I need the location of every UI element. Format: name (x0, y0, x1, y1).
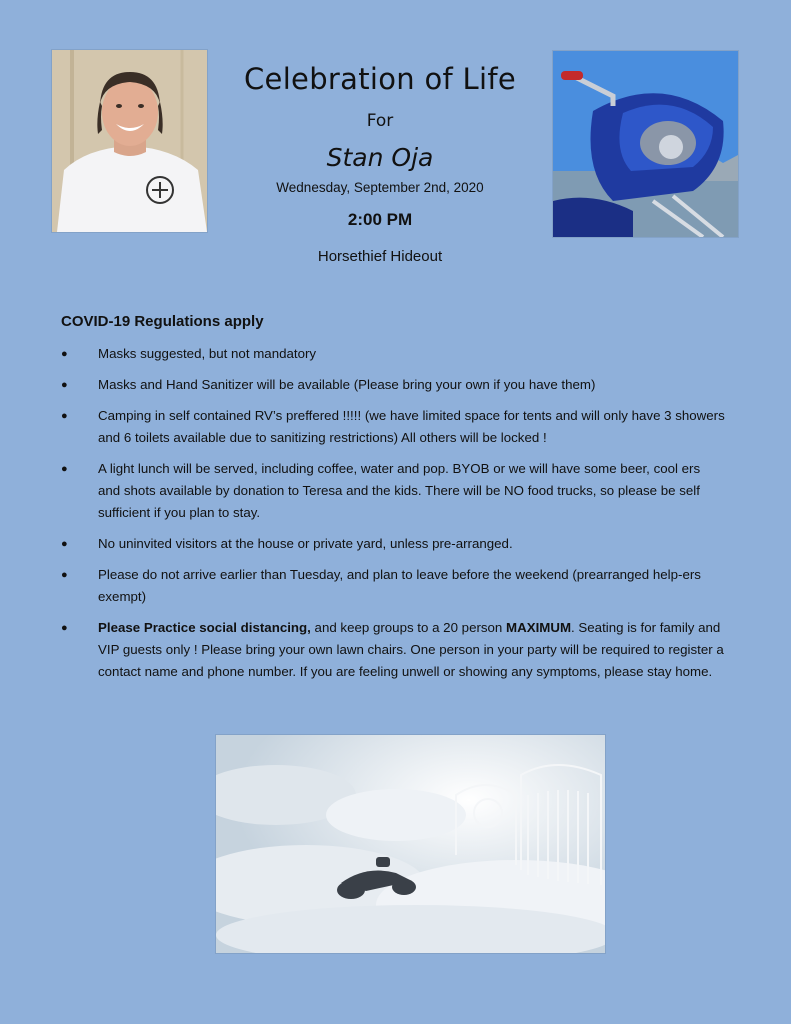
list-item (61, 374, 725, 396)
honoree-name: Stan Oja (326, 143, 434, 172)
bullet-icon: ● (61, 348, 68, 360)
list-item-text: Please do not arrive earlier than Tuesday, and plan to leave before the weekend (prearranged help-ers exempt) (98, 567, 701, 604)
event-time: 2:00 PM (347, 210, 413, 229)
for-label: For (366, 111, 394, 131)
maximum-emphasis: MAXIMUM (506, 620, 572, 635)
list-item-text: No uninvited visitors at the house or private yard, unless pre-arranged. (98, 536, 513, 551)
list-item-text: . Seating is for family and VIP guests only ! Please bring your own lawn chairs. One person in your party will be required to register a contact name and phone number. If you are feeling unwell or showing any symptoms, please stay home. (98, 620, 724, 679)
list-item (61, 458, 725, 524)
bullet-icon: ● (61, 538, 68, 550)
event-date: Wednesday, September 2nd, 2020 (276, 180, 484, 195)
portrait-photo (52, 50, 207, 232)
regulations-list (61, 343, 725, 692)
event-venue: Horsethief Hideout (317, 248, 443, 265)
motorcycle-photo (553, 51, 738, 237)
portrait-illustration (52, 50, 207, 232)
list-item-text: Camping in self contained RV’s preffered !!!!! (we have limited space for tents and will only have 3 showers and 6 toilets available due to sanitizing restrictions) All others will be locked ! (98, 408, 725, 445)
list-item-text: Masks suggested, but not mandatory (98, 346, 317, 361)
list-item-text: Masks and Hand Sanitizer will be available (Please bring your own if you have them) (98, 377, 596, 392)
list-item (61, 405, 725, 449)
list-item-text: A light lunch will be served, including coffee, water and pop. BYOB or we will have some beer, cool ers and shots available by donation to Teresa and the kids. There will be NO food trucks, so please be self sufficient if you plan to stay. (98, 461, 701, 520)
bullet-icon: ● (61, 463, 68, 475)
social-distancing-emphasis: Please Practice social distancing, (98, 620, 311, 635)
heaven-gates-illustration (216, 735, 605, 953)
heaven-gates-photo (216, 735, 605, 953)
motorcycle-illustration (553, 51, 738, 237)
list-item (61, 564, 725, 608)
bullet-icon: ● (61, 379, 68, 391)
list-item (61, 533, 725, 555)
list-item-text: and keep groups to a 20 person (310, 620, 507, 635)
bullet-icon: ● (61, 569, 68, 581)
bullet-icon: ● (61, 622, 68, 634)
bullet-icon: ● (61, 410, 68, 422)
list-item (61, 617, 725, 683)
regulations-heading: COVID-19 Regulations apply (61, 313, 264, 330)
list-item (61, 343, 725, 365)
event-title: Celebration of Life (244, 62, 516, 96)
